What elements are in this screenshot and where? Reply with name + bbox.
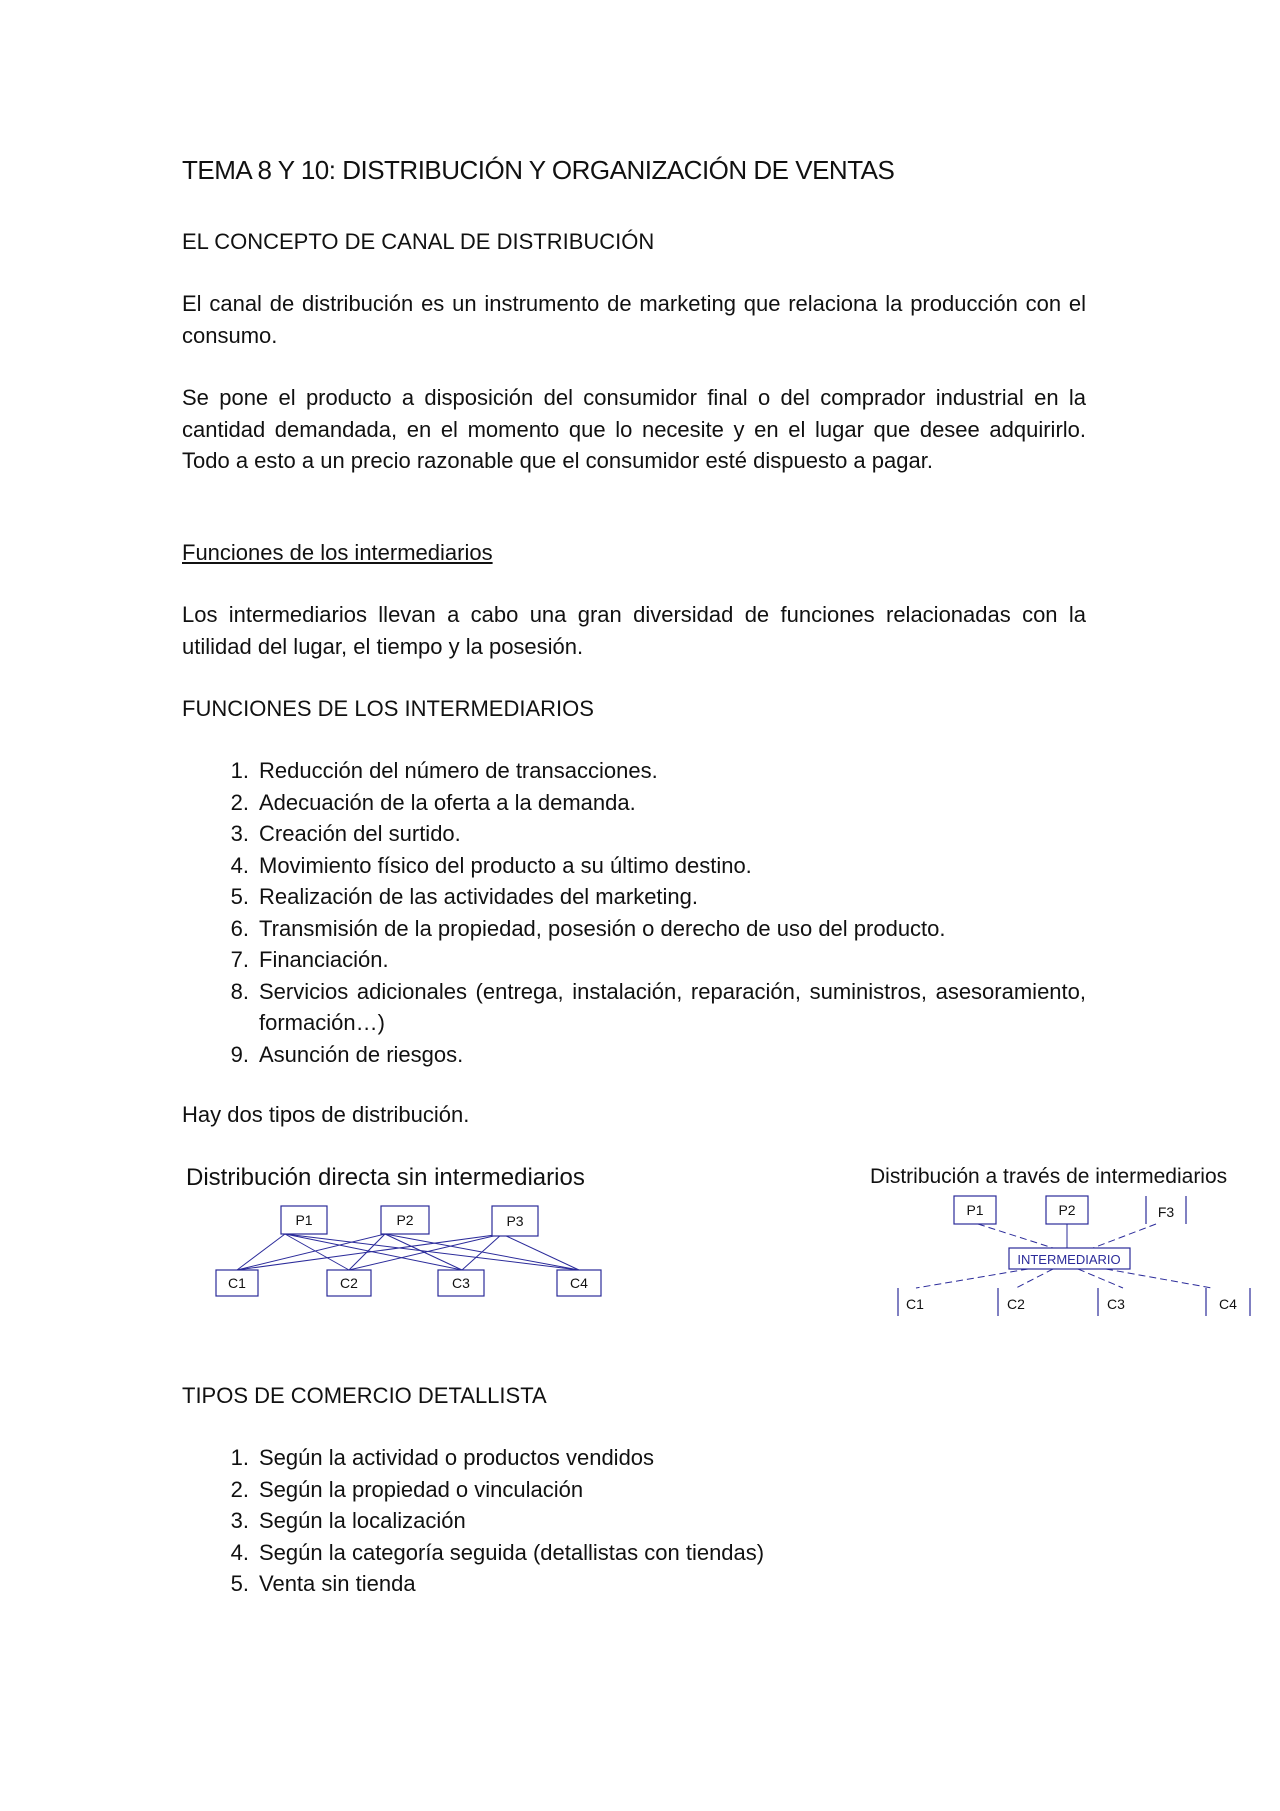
connector-line (285, 1234, 579, 1270)
list-item-text: Asunción de riesgos. (259, 1041, 464, 1067)
diagram-direct-consumers (216, 1270, 601, 1296)
producer-label: P1 (295, 1212, 313, 1228)
page-title: TEMA 8 Y 10: DISTRIBUCIÓN Y ORGANIZACIÓN DE VENTAS (182, 155, 895, 185)
list-item (182, 913, 1086, 945)
list-item-number: 7. (230, 947, 249, 972)
retail-types-list (182, 1442, 1086, 1600)
diagram-intermediary-node (1009, 1248, 1130, 1269)
diagram-intermediary-consumers (898, 1288, 1250, 1316)
list-item (182, 1039, 1086, 1071)
list-item-number: 3. (230, 821, 249, 846)
list-item-text: Realización de las actividades del marketing. (259, 884, 699, 909)
diagram-direct-distribution (182, 1158, 622, 1313)
list-item-text: Venta sin tienda (259, 1571, 416, 1596)
connector-line (502, 1234, 579, 1270)
consumer-label: C3 (1107, 1296, 1125, 1312)
list-item (182, 1537, 1086, 1569)
diagram-direct-svg (182, 1158, 622, 1308)
connector-line (1016, 1269, 1053, 1288)
list-item-number: 1. (230, 758, 249, 783)
producer-label: F3 (1157, 1204, 1175, 1220)
diagram-intermediary-producers (954, 1196, 1186, 1224)
functions-list (182, 755, 1086, 1070)
connector-line (916, 1269, 1028, 1288)
subheading-wrap (182, 537, 1086, 569)
diagram-intermediary-distribution (868, 1158, 1273, 1323)
list-item-text: Según la categoría seguida (detallistas con tiendas) (259, 1539, 765, 1565)
paragraph-distribution-types: Hay dos tipos de distribución. (182, 1102, 470, 1127)
list-item-number: 3. (230, 1508, 249, 1533)
producer-label: P2 (396, 1212, 414, 1228)
list-item (182, 1505, 1086, 1537)
intermediary-label: INTERMEDIARIO (1017, 1252, 1121, 1267)
connector-line (462, 1234, 502, 1270)
producer-label: P3 (506, 1213, 524, 1229)
list-item-number: 5. (230, 884, 249, 909)
list-item-text: Movimiento físico del producto a su último destino. (259, 852, 752, 878)
connector-line (978, 1224, 1053, 1248)
consumer-label: C3 (452, 1275, 470, 1291)
list-item-text: Creación del surtido. (259, 821, 461, 846)
list-item-text: Según la propiedad o vinculación (259, 1476, 584, 1502)
diagram-intermediary-svg (868, 1158, 1273, 1318)
list-item (182, 755, 1086, 787)
list-item-number: 9. (230, 1041, 249, 1067)
list-item-number: 2. (230, 1476, 249, 1502)
connector-line (285, 1234, 349, 1270)
producer-label: P1 (966, 1202, 984, 1218)
connector-line (1078, 1269, 1123, 1288)
list-item (182, 1568, 1086, 1600)
list-item (182, 850, 1086, 882)
retail-heading: TIPOS DE COMERCIO DETALLISTA (182, 1383, 547, 1408)
diagram-intermediary-title: Distribución a través de intermediarios (870, 1165, 1228, 1188)
diagram-direct-title: Distribución directa sin intermediarios (186, 1164, 585, 1191)
functions-heading: FUNCIONES DE LOS INTERMEDIARIOS (182, 696, 594, 721)
consumer-label: C4 (570, 1275, 588, 1291)
consumer-label: C1 (906, 1296, 924, 1312)
list-item-number: 1. (230, 1445, 249, 1470)
consumer-label: C2 (1007, 1296, 1025, 1312)
list-item (182, 1474, 1086, 1506)
paragraph-intermediaries: Los intermediarios llevan a cabo una gran diversidad de funciones relacionadas con la utilidad del lugar, el tiempo y la posesión. (182, 602, 1086, 659)
connector-line (1106, 1269, 1212, 1288)
consumer-label: C2 (340, 1275, 358, 1291)
list-item-number: 2. (230, 789, 249, 815)
list-item-text: Adecuación de la oferta a la demanda. (259, 789, 636, 815)
list-item-number: 8. (230, 978, 249, 1004)
section-heading: EL CONCEPTO DE CANAL DE DISTRIBUCIÓN (182, 229, 655, 254)
list-item (182, 1442, 1086, 1474)
connector-line (1093, 1224, 1156, 1248)
list-item-text: Según la localización (259, 1508, 466, 1533)
list-item (182, 787, 1086, 819)
producer-label: P2 (1058, 1202, 1076, 1218)
list-item-number: 6. (230, 915, 249, 941)
list-item (182, 944, 1086, 976)
consumer-label: C1 (228, 1275, 246, 1291)
consumer-label: C4 (1219, 1296, 1237, 1312)
diagram-direct-connections (237, 1234, 579, 1270)
list-item-text: Transmisión de la propiedad, posesión o derecho de uso del producto. (259, 915, 946, 941)
paragraph-definition: El canal de distribución es un instrumento de marketing que relaciona la producción con el consumo. (182, 291, 1086, 348)
list-item (182, 881, 1086, 913)
subheading-functions: Funciones de los intermediarios (182, 540, 493, 565)
list-item-text: Financiación. (259, 947, 389, 972)
list-item-number: 4. (230, 852, 249, 878)
list-item-number: 4. (230, 1539, 249, 1565)
list-item-text: Servicios adicionales (entrega, instalación, reparación, suministros, asesoramiento, formación…) (259, 978, 1086, 1035)
list-item-text: Reducción del número de transacciones. (259, 758, 658, 783)
connector-line (237, 1234, 502, 1270)
list-item (182, 976, 1086, 1039)
diagram-direct-producers (281, 1206, 538, 1236)
list-item-text: Según la actividad o productos vendidos (259, 1445, 655, 1470)
list-item (182, 818, 1086, 850)
list-item-number: 5. (230, 1571, 249, 1596)
paragraph-description: Se pone el producto a disposición del consumidor final o del comprador industrial en la cantidad demandada, en el momento que lo necesite y en el lugar que desee adquirirlo. Todo a esto a un precio razonable que el consumidor esté dispuesto a pagar. (182, 385, 1086, 473)
